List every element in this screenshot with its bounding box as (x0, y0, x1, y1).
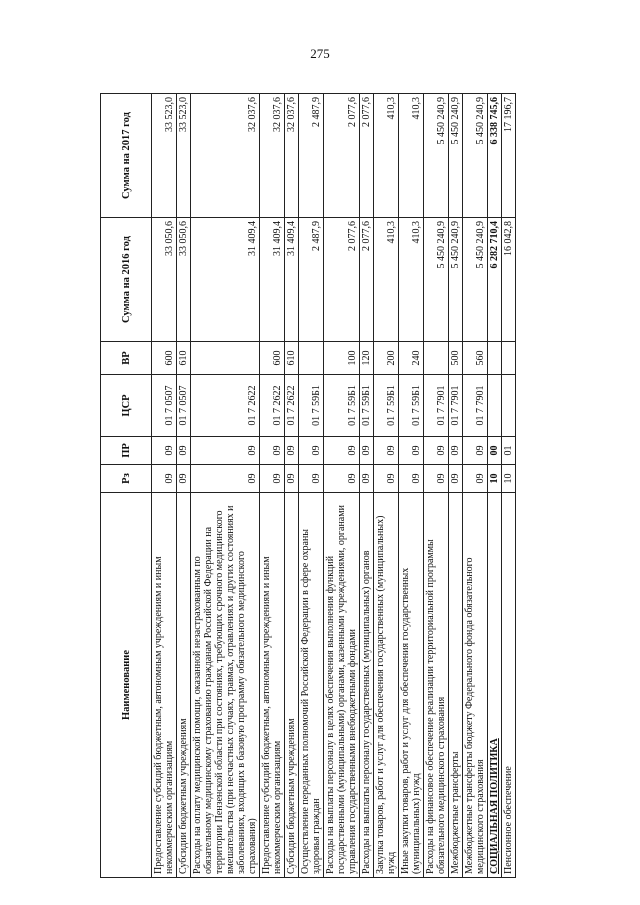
cell-vr: 500 (449, 342, 463, 375)
cell-sum-2016: 410,3 (374, 218, 399, 342)
header-vr: ВР (101, 342, 152, 375)
header-row (101, 94, 152, 878)
cell-name: Субсидии бюджетным учреждениям (285, 493, 299, 878)
table-row (374, 94, 399, 878)
cell-name: Межбюджетные трансферты бюджету Федерального фонда обязательного медицинского страхования (463, 493, 488, 878)
cell-rz: 09 (152, 465, 177, 493)
cell-pr: 09 (191, 437, 260, 465)
cell-pr: 00 (488, 437, 502, 465)
cell-csr: 01 7 0507 (152, 375, 177, 437)
cell-rz: 09 (463, 465, 488, 493)
table-row (502, 94, 516, 878)
cell-csr: 01 7 7901 (449, 375, 463, 437)
cell-csr (502, 375, 516, 437)
cell-csr: 01 7 59Б1 (399, 375, 424, 437)
cell-name: Расходы на финансовое обеспечение реализации территориальной программы обязательного медицинского страхования (424, 493, 449, 878)
cell-csr: 01 7 59Б1 (360, 375, 374, 437)
cell-rz: 09 (260, 465, 285, 493)
cell-sum-2017: 5 450 240,9 (463, 94, 488, 218)
cell-name: Расходы на оплату медицинской помощи, оказанной незастрахованным по обязательному медицинскому страхованию гражданам Российской Федерации на территории Пензенской области при состояниях, требующих срочного медицинского вмешательства (при несчастных случаях, травмах, отравлениях и других состояниях и заболеваниях, входящих в базовую программу обязательного медицинского страхования) (191, 493, 260, 878)
cell-vr (191, 342, 260, 375)
cell-pr: 09 (324, 437, 360, 465)
cell-vr: 100 (324, 342, 360, 375)
header-pr: ПР (101, 437, 152, 465)
cell-vr (502, 342, 516, 375)
cell-sum-2017: 410,3 (399, 94, 424, 218)
cell-pr: 09 (424, 437, 449, 465)
cell-sum-2016: 5 450 240,9 (449, 218, 463, 342)
cell-sum-2017: 2 487,9 (299, 94, 324, 218)
table-row (177, 94, 191, 878)
cell-pr: 09 (360, 437, 374, 465)
cell-sum-2016: 16 042,8 (502, 218, 516, 342)
cell-name: Расходы на выплаты персоналу государственных (муниципальных) органов (360, 493, 374, 878)
cell-rz: 09 (324, 465, 360, 493)
cell-csr: 01 7 2622 (285, 375, 299, 437)
cell-name: Межбюджетные трансферты (449, 493, 463, 878)
table-row (260, 94, 285, 878)
cell-sum-2016: 5 450 240,9 (424, 218, 449, 342)
cell-name: Пенсионное обеспечение (502, 493, 516, 878)
cell-vr (488, 342, 502, 375)
cell-sum-2016: 6 282 710,4 (488, 218, 502, 342)
cell-rz: 09 (177, 465, 191, 493)
cell-sum-2016: 31 409,4 (191, 218, 260, 342)
cell-pr: 01 (502, 437, 516, 465)
header-sum-2016: Сумма на 2016 год (101, 218, 152, 342)
cell-name: Предоставление субсидий бюджетным, автономным учреждениям и иным некоммерческим организациям (152, 493, 177, 878)
cell-name: Предоставление субсидий бюджетным, автономным учреждениям и иным некоммерческим организациям (260, 493, 285, 878)
cell-sum-2017: 32 037,6 (260, 94, 285, 218)
cell-sum-2017: 6 338 745,6 (488, 94, 502, 218)
table-body (152, 94, 516, 878)
cell-vr: 120 (360, 342, 374, 375)
table-row (449, 94, 463, 878)
cell-sum-2016: 410,3 (399, 218, 424, 342)
table-row (488, 94, 502, 878)
table-row (360, 94, 374, 878)
table-row (152, 94, 177, 878)
cell-vr (299, 342, 324, 375)
cell-pr: 09 (374, 437, 399, 465)
table-row (285, 94, 299, 878)
table-row (424, 94, 449, 878)
cell-sum-2016: 2 487,9 (299, 218, 324, 342)
cell-pr: 09 (399, 437, 424, 465)
table-frame (100, 94, 580, 878)
cell-sum-2016: 33 050,6 (152, 218, 177, 342)
cell-sum-2017: 410,3 (374, 94, 399, 218)
cell-rz: 09 (449, 465, 463, 493)
cell-rz: 09 (374, 465, 399, 493)
cell-sum-2017: 2 077,6 (360, 94, 374, 218)
cell-pr: 09 (299, 437, 324, 465)
cell-vr: 600 (260, 342, 285, 375)
cell-rz: 09 (285, 465, 299, 493)
table-row (399, 94, 424, 878)
cell-sum-2016: 2 077,6 (360, 218, 374, 342)
cell-csr (488, 375, 502, 437)
cell-sum-2017: 32 037,6 (285, 94, 299, 218)
header-sum-2017: Сумма на 2017 год (101, 94, 152, 218)
header-rz: Рз (101, 465, 152, 493)
cell-sum-2016: 5 450 240,9 (463, 218, 488, 342)
cell-sum-2017: 5 450 240,9 (424, 94, 449, 218)
table-row (324, 94, 360, 878)
cell-name: Субсидии бюджетным учреждениям (177, 493, 191, 878)
cell-csr: 01 7 59Б1 (374, 375, 399, 437)
table-row (463, 94, 488, 878)
cell-rz: 09 (191, 465, 260, 493)
cell-csr: 01 7 7901 (424, 375, 449, 437)
cell-rz: 09 (299, 465, 324, 493)
cell-name: Осуществление переданных полномочий Российской Федерации в сфере охраны здоровья граждан (299, 493, 324, 878)
cell-csr: 01 7 7901 (463, 375, 488, 437)
cell-vr: 610 (177, 342, 191, 375)
cell-pr: 09 (177, 437, 191, 465)
cell-rz: 10 (502, 465, 516, 493)
cell-sum-2016: 33 050,6 (177, 218, 191, 342)
cell-pr: 09 (285, 437, 299, 465)
cell-sum-2017: 5 450 240,9 (449, 94, 463, 218)
cell-sum-2017: 33 523,0 (152, 94, 177, 218)
header-csr: ЦСР (101, 375, 152, 437)
cell-csr: 01 7 0507 (177, 375, 191, 437)
cell-sum-2016: 2 077,6 (324, 218, 360, 342)
cell-name: Расходы на выплаты персоналу в целях обеспечения выполнения функций государственными (муниципальными) органами, казенными учреждениями, органами управления государственными внебюджетными фондами (324, 493, 360, 878)
cell-vr: 240 (399, 342, 424, 375)
cell-vr: 560 (463, 342, 488, 375)
cell-csr: 01 7 59Б1 (299, 375, 324, 437)
cell-csr: 01 7 2622 (191, 375, 260, 437)
cell-rz: 09 (360, 465, 374, 493)
rotated-table-wrapper (100, 94, 580, 878)
header-name: Наименование (101, 493, 152, 878)
table-row (299, 94, 324, 878)
cell-vr: 200 (374, 342, 399, 375)
cell-sum-2017: 2 077,6 (324, 94, 360, 218)
cell-rz: 09 (399, 465, 424, 493)
cell-rz: 10 (488, 465, 502, 493)
cell-pr: 09 (152, 437, 177, 465)
cell-rz: 09 (424, 465, 449, 493)
cell-name: СОЦИАЛЬНАЯ ПОЛИТИКА (488, 493, 502, 878)
cell-name: Закупка товаров, работ и услуг для обеспечения государственных (муниципальных) нужд (374, 493, 399, 878)
cell-sum-2017: 33 523,0 (177, 94, 191, 218)
cell-sum-2017: 32 037,6 (191, 94, 260, 218)
cell-vr: 610 (285, 342, 299, 375)
cell-sum-2016: 31 409,4 (285, 218, 299, 342)
cell-pr: 09 (463, 437, 488, 465)
cell-sum-2016: 31 409,4 (260, 218, 285, 342)
cell-name: Иные закупки товаров, работ и услуг для обеспечения государственных (муниципальных) нужд (399, 493, 424, 878)
cell-vr: 600 (152, 342, 177, 375)
cell-csr: 01 7 2622 (260, 375, 285, 437)
cell-vr (424, 342, 449, 375)
cell-pr: 09 (260, 437, 285, 465)
page-number: 275 (310, 46, 330, 61)
cell-csr: 01 7 59Б1 (324, 375, 360, 437)
table-row (191, 94, 260, 878)
budget-table (100, 93, 516, 878)
cell-pr: 09 (449, 437, 463, 465)
cell-sum-2017: 17 196,7 (502, 94, 516, 218)
